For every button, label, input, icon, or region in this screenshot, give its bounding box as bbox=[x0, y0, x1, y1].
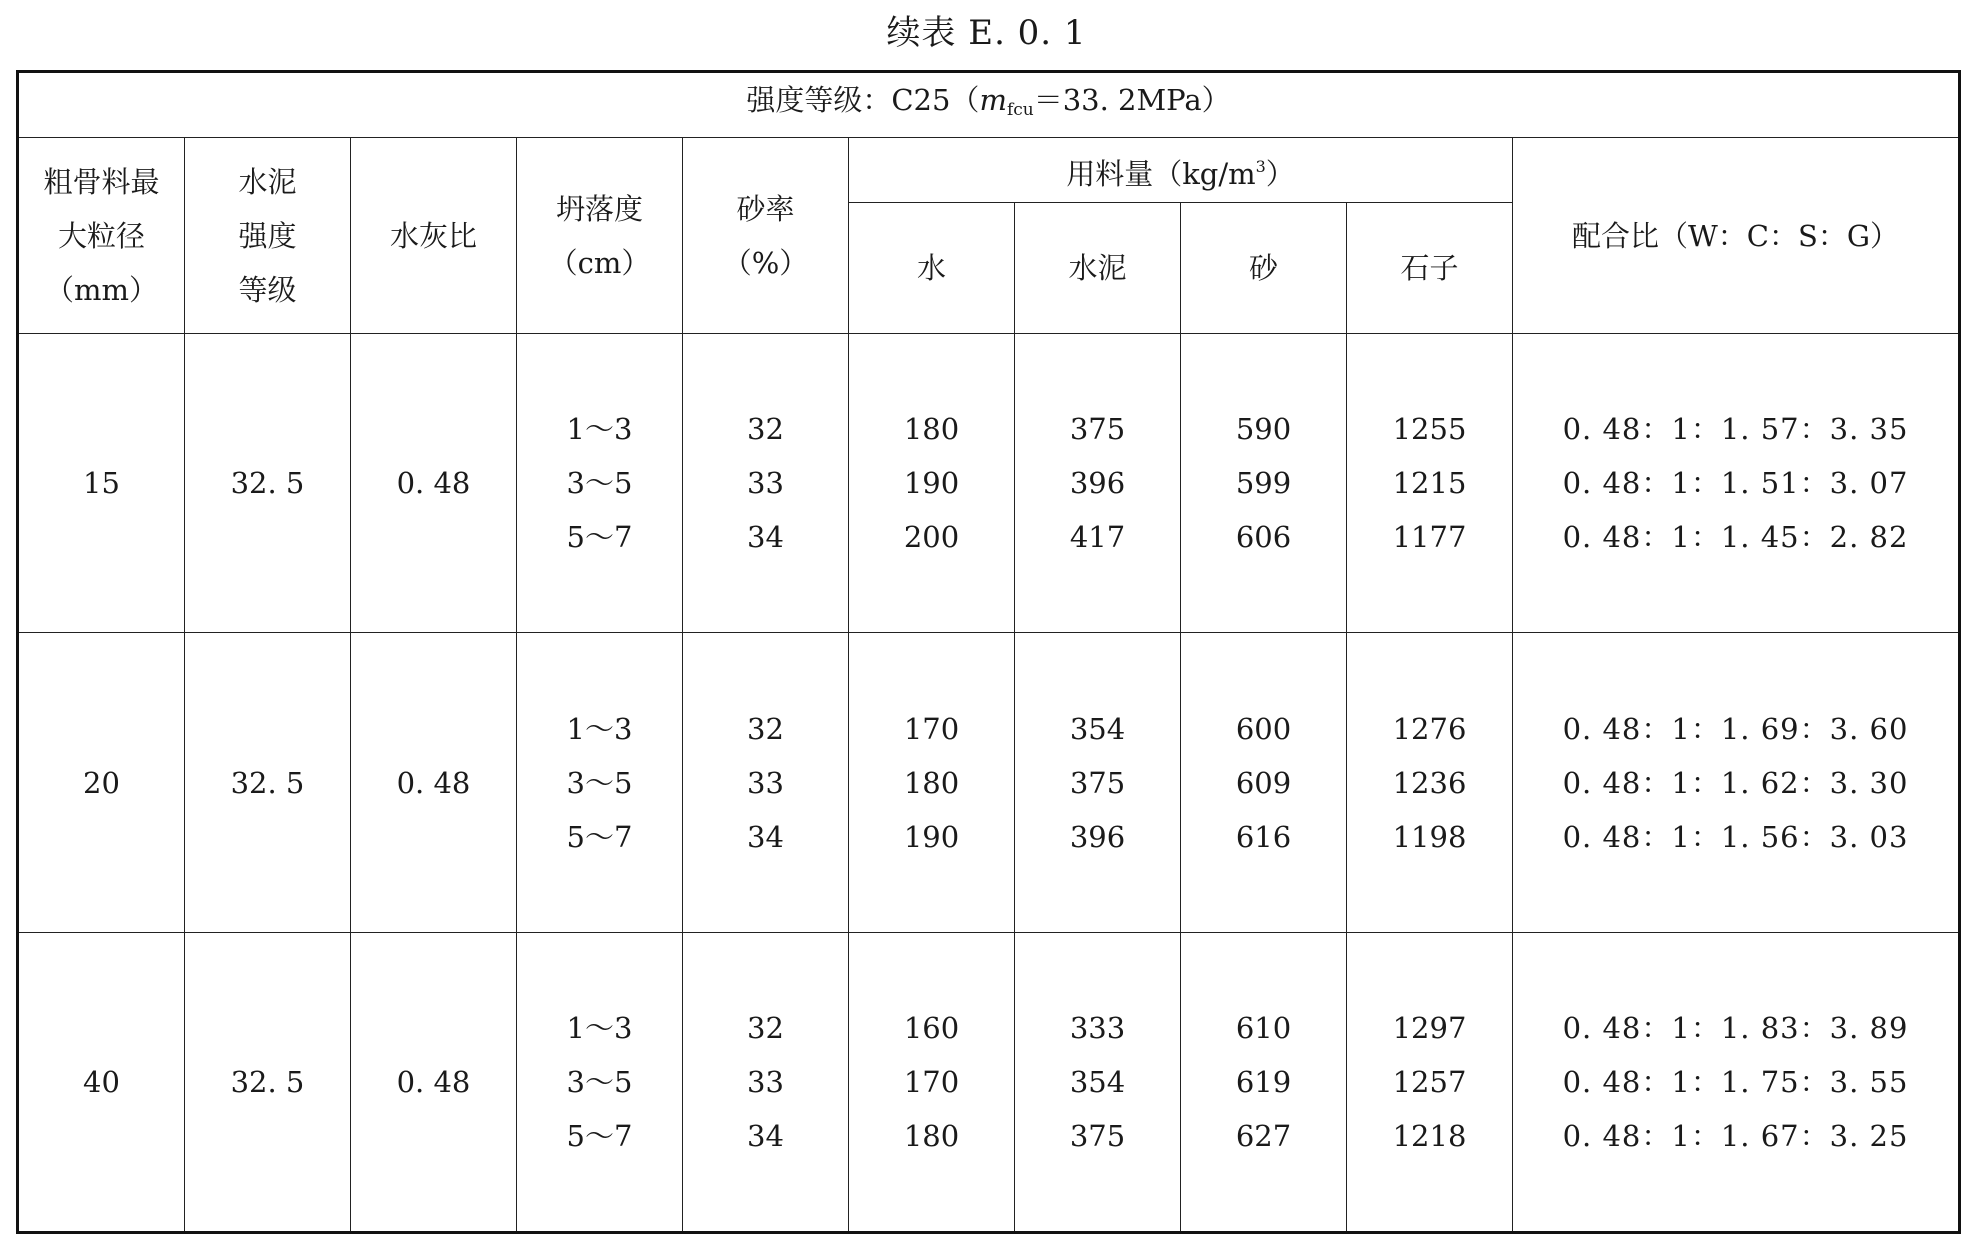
header-materials-base: 用料量（kg/m bbox=[1066, 156, 1256, 191]
cement-value: 375 bbox=[1069, 412, 1126, 447]
mix-ratio-value: 0. 48：1：1. 69：3. 60 bbox=[1562, 711, 1909, 746]
slump-value: 3～5 bbox=[566, 466, 633, 501]
stone-value: 1257 bbox=[1392, 1064, 1467, 1099]
mix-proportion-table bbox=[18, 72, 1959, 1232]
cement-value: 417 bbox=[1069, 520, 1126, 555]
cement-value: 396 bbox=[1069, 819, 1126, 854]
table-row bbox=[19, 334, 1959, 633]
header-cement-grade-line: 水泥 bbox=[238, 164, 297, 199]
water-value: 170 bbox=[903, 1064, 960, 1099]
mix-ratio-value: 0. 48：1：1. 75：3. 55 bbox=[1562, 1064, 1909, 1099]
sand-value: 616 bbox=[1235, 819, 1292, 854]
sand-ratio-value: 33 bbox=[747, 466, 784, 501]
water-value: 180 bbox=[903, 765, 960, 800]
sand-value: 627 bbox=[1235, 1118, 1292, 1153]
header-slump bbox=[517, 138, 683, 334]
mix-ratio-value: 0. 48：1：1. 57：3. 35 bbox=[1562, 412, 1909, 447]
water-value: 190 bbox=[903, 819, 960, 854]
strength-prefix: 强度等级：C25（ bbox=[746, 83, 980, 118]
sand-value: 600 bbox=[1235, 711, 1292, 746]
header-materials-sup: 3 bbox=[1255, 156, 1266, 176]
strength-m-sub: fcu bbox=[1006, 100, 1034, 121]
cell-wc-ratio: 0. 48 bbox=[351, 633, 517, 932]
sand-value: 609 bbox=[1235, 765, 1292, 800]
cell-max-size: 15 bbox=[19, 334, 185, 633]
sand-value: 610 bbox=[1235, 1010, 1292, 1045]
slump-value: 5～7 bbox=[566, 520, 633, 555]
cell-water bbox=[849, 633, 1015, 932]
header-slump-line: 坍落度 bbox=[555, 191, 643, 226]
header-sand-ratio-line: （%） bbox=[722, 245, 809, 280]
water-value: 180 bbox=[903, 1118, 960, 1153]
header-sand-ratio bbox=[683, 138, 849, 334]
stone-value: 1218 bbox=[1392, 1118, 1467, 1153]
strength-grade-cell bbox=[19, 73, 1959, 138]
sand-ratio-value: 34 bbox=[747, 520, 784, 555]
header-max-size bbox=[19, 138, 185, 334]
sand-ratio-value: 34 bbox=[747, 1118, 784, 1153]
slump-value: 3～5 bbox=[566, 765, 633, 800]
mix-ratio-value: 0. 48：1：1. 45：2. 82 bbox=[1562, 520, 1909, 555]
slump-value: 1～3 bbox=[566, 412, 633, 447]
cell-sand-ratio bbox=[683, 633, 849, 932]
header-sand: 砂 bbox=[1181, 203, 1347, 334]
cell-stone bbox=[1347, 633, 1513, 932]
cell-water bbox=[849, 932, 1015, 1231]
sand-value: 606 bbox=[1235, 520, 1292, 555]
strength-suffix: ＝33. 2MPa） bbox=[1033, 83, 1231, 118]
header-row-1 bbox=[19, 138, 1959, 203]
mix-ratio-value: 0. 48：1：1. 62：3. 30 bbox=[1562, 765, 1909, 800]
header-cement-grade-line: 强度 bbox=[238, 218, 297, 253]
stone-value: 1215 bbox=[1392, 466, 1467, 501]
cement-value: 354 bbox=[1069, 1064, 1126, 1099]
cell-stone bbox=[1347, 932, 1513, 1231]
slump-value: 3～5 bbox=[566, 1064, 633, 1099]
water-value: 190 bbox=[903, 466, 960, 501]
cell-cement bbox=[1015, 633, 1181, 932]
cell-sand-ratio bbox=[683, 334, 849, 633]
cell-max-size: 20 bbox=[19, 633, 185, 932]
mix-ratio-value: 0. 48：1：1. 56：3. 03 bbox=[1562, 819, 1909, 854]
stone-value: 1276 bbox=[1392, 711, 1467, 746]
sand-ratio-value: 32 bbox=[747, 1010, 784, 1045]
water-value: 200 bbox=[903, 520, 960, 555]
cement-value: 354 bbox=[1069, 711, 1126, 746]
stone-value: 1198 bbox=[1392, 819, 1467, 854]
cell-cement-grade: 32. 5 bbox=[185, 334, 351, 633]
mix-ratio-value: 0. 48：1：1. 67：3. 25 bbox=[1562, 1118, 1909, 1153]
header-mix-ratio: 配合比（W：C：S：G） bbox=[1513, 138, 1959, 334]
sand-ratio-value: 33 bbox=[747, 1064, 784, 1099]
cell-mix-ratio bbox=[1513, 932, 1959, 1231]
header-materials-tail: ） bbox=[1265, 156, 1295, 191]
cell-slump bbox=[517, 334, 683, 633]
stone-value: 1297 bbox=[1392, 1010, 1467, 1045]
cell-sand bbox=[1181, 633, 1347, 932]
cell-water bbox=[849, 334, 1015, 633]
cell-cement bbox=[1015, 334, 1181, 633]
sand-ratio-value: 32 bbox=[747, 711, 784, 746]
cell-cement-grade: 32. 5 bbox=[185, 633, 351, 932]
header-max-size-line: 粗骨料最 bbox=[43, 164, 160, 199]
slump-value: 5～7 bbox=[566, 819, 633, 854]
table-row bbox=[19, 633, 1959, 932]
cell-mix-ratio bbox=[1513, 334, 1959, 633]
cement-value: 396 bbox=[1069, 466, 1126, 501]
sand-ratio-value: 33 bbox=[747, 765, 784, 800]
table-caption: 续表 E. 0. 1 bbox=[886, 13, 1087, 53]
stone-value: 1255 bbox=[1392, 412, 1467, 447]
header-cement-grade bbox=[185, 138, 351, 334]
cell-stone bbox=[1347, 334, 1513, 633]
water-value: 170 bbox=[903, 711, 960, 746]
cell-slump bbox=[517, 932, 683, 1231]
table-row bbox=[19, 932, 1959, 1231]
water-value: 180 bbox=[903, 412, 960, 447]
header-slump-line: （cm） bbox=[548, 245, 651, 280]
slump-value: 1～3 bbox=[566, 711, 633, 746]
cell-slump bbox=[517, 633, 683, 932]
slump-value: 1～3 bbox=[566, 1010, 633, 1045]
cell-cement bbox=[1015, 932, 1181, 1231]
header-max-size-line: 大粒径 bbox=[57, 218, 145, 253]
cell-max-size: 40 bbox=[19, 932, 185, 1231]
cell-mix-ratio bbox=[1513, 633, 1959, 932]
cell-wc-ratio: 0. 48 bbox=[351, 334, 517, 633]
stone-value: 1236 bbox=[1392, 765, 1467, 800]
cement-value: 375 bbox=[1069, 1118, 1126, 1153]
strength-m-var: m bbox=[979, 83, 1007, 118]
header-materials bbox=[849, 138, 1513, 203]
sand-ratio-value: 32 bbox=[747, 412, 784, 447]
header-max-size-line: （mm） bbox=[45, 272, 158, 307]
cement-value: 333 bbox=[1069, 1010, 1126, 1045]
header-stone: 石子 bbox=[1347, 203, 1513, 334]
cell-sand bbox=[1181, 932, 1347, 1231]
cell-sand bbox=[1181, 334, 1347, 633]
header-wc-ratio: 水灰比 bbox=[351, 138, 517, 334]
cement-value: 375 bbox=[1069, 765, 1126, 800]
cell-cement-grade: 32. 5 bbox=[185, 932, 351, 1231]
mix-ratio-value: 0. 48：1：1. 51：3. 07 bbox=[1562, 466, 1909, 501]
cell-sand-ratio bbox=[683, 932, 849, 1231]
sand-value: 599 bbox=[1235, 466, 1292, 501]
sand-value: 590 bbox=[1235, 412, 1292, 447]
header-cement: 水泥 bbox=[1015, 203, 1181, 334]
mix-ratio-value: 0. 48：1：1. 83：3. 89 bbox=[1562, 1010, 1909, 1045]
water-value: 160 bbox=[903, 1010, 960, 1045]
header-water: 水 bbox=[849, 203, 1015, 334]
sand-ratio-value: 34 bbox=[747, 819, 784, 854]
stone-value: 1177 bbox=[1392, 520, 1467, 555]
sand-value: 619 bbox=[1235, 1064, 1292, 1099]
header-sand-ratio-line: 砂率 bbox=[736, 191, 795, 226]
header-cement-grade-line: 等级 bbox=[238, 272, 297, 307]
cell-wc-ratio: 0. 48 bbox=[351, 932, 517, 1231]
slump-value: 5～7 bbox=[566, 1118, 633, 1153]
strength-grade-row bbox=[19, 73, 1959, 138]
